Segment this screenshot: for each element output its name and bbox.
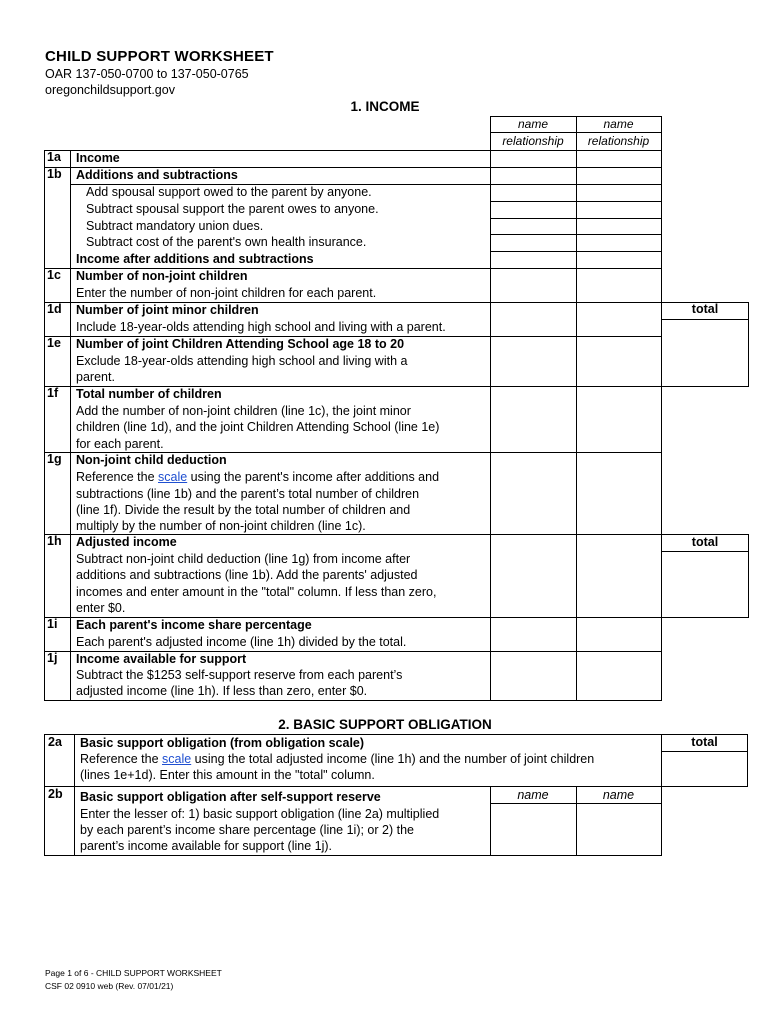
col-name-2b-1: name (517, 788, 549, 802)
row-1f-text: for each parent. (76, 437, 164, 451)
row-1b-title: Additions and subtractions (76, 168, 238, 182)
row-1h-title: Adjusted income (76, 535, 177, 549)
section1-title: 1. INCOME (350, 99, 420, 114)
col-name-2: name (603, 117, 634, 131)
page-title: CHILD SUPPORT WORKSHEET (45, 48, 274, 65)
scale-link[interactable]: scale (158, 470, 188, 484)
row-1j-id: 1j (47, 651, 58, 665)
website: oregonchildsupport.gov (45, 83, 175, 97)
input-2b-parent2[interactable] (577, 804, 661, 855)
row-1c-title: Number of non-joint children (76, 269, 248, 283)
row-1e-title: Number of joint Children Attending School age 18 to 20 (76, 337, 405, 351)
row-1h-text: Subtract non-joint child deduction (line 1g) from income after (76, 552, 411, 566)
total-label-2a: total (691, 735, 718, 749)
input-total-1d-1e[interactable] (662, 320, 748, 386)
footer-page: Page 1 of 6 - CHILD SUPPORT WORKSHEET (45, 968, 222, 978)
total-label-1h: total (691, 535, 719, 549)
row-1j-text: Subtract the $1253 self-support reserve from each parent’s (76, 668, 403, 682)
row-1b-item: Subtract spousal support the parent owes to anyone. (86, 202, 379, 216)
col-relationship-2: relationship (587, 134, 650, 148)
row-1d-text: Include 18-year-olds attending high school and living with a parent. (76, 320, 446, 334)
row-2a-text: Reference the scale using the total adjusted income (line 1h) and the number of joint children (80, 752, 595, 766)
row-1h-text: enter $0. (76, 601, 126, 615)
row-1g-text: subtractions (line 1b) and the parent’s total number of children (76, 487, 420, 501)
row-1a-id: 1a (47, 150, 61, 164)
row-2b-id: 2b (48, 787, 63, 801)
row-1d-title: Number of joint minor children (76, 303, 259, 317)
oar-reference: OAR 137-050-0700 to 137-050-0765 (45, 67, 249, 81)
input-total-2a[interactable] (662, 752, 747, 786)
row-1g-title: Non-joint child deduction (76, 453, 227, 467)
row-1h-text: incomes and enter amount in the "total" column. If less than zero, (76, 585, 437, 599)
row-1j-text: adjusted income (line 1h). If less than zero, enter $0. (76, 684, 368, 698)
row-1e-text: Exclude 18-year-olds attending high school and living with a (76, 354, 408, 368)
section2-title: 2. BASIC SUPPORT OBLIGATION (278, 717, 492, 732)
row-1g-text: (line 1f). Divide the result by the total number of children and (76, 503, 411, 517)
row-1b-item: Subtract mandatory union dues. (86, 219, 264, 233)
row-1d-id: 1d (47, 302, 62, 316)
row-2b-title: Basic support obligation after self-support reserve (80, 790, 381, 804)
input-2b-parent1[interactable] (491, 804, 576, 855)
col-name-1: name (517, 117, 549, 131)
row-1g-text: multiply by the number of non-joint children (line 1c). (76, 519, 366, 533)
row-1f-id: 1f (47, 386, 59, 400)
input-1a-parent1[interactable] (491, 151, 576, 167)
row-2a-title: Basic support obligation (from obligation scale) (80, 736, 365, 750)
row-1i-title: Each parent's income share percentage (76, 618, 312, 632)
row-2b-text: parent’s income available for support (line 1j). (80, 839, 332, 853)
input-1c-parent1[interactable] (491, 269, 576, 302)
row-1f-text: Add the number of non-joint children (line 1c), the joint minor (76, 404, 411, 418)
row-2b-text: Enter the lesser of: 1) basic support obligation (line 2a) multiplied (80, 807, 440, 821)
scale-link[interactable]: scale (162, 752, 192, 766)
col-name-2b-2: name (602, 788, 635, 802)
row-2a-text: (lines 1e+1d). Enter this amount in the "total" column. (80, 768, 375, 782)
row-1f-text: children (line 1d), and the joint Children Attending School (line 1e) (76, 420, 440, 434)
row-1g-id: 1g (47, 452, 62, 466)
row-2a-id: 2a (48, 735, 62, 749)
row-1g-text: Reference the scale using the parent's income after additions and (76, 470, 440, 484)
total-label-1d: total (691, 302, 719, 316)
row-1b-item: Add spousal support owed to the parent by anyone. (86, 185, 372, 199)
row-1b-result: Income after additions and subtractions (76, 252, 314, 266)
row-1f-title: Total number of children (76, 387, 222, 401)
row-1e-id: 1e (47, 336, 61, 350)
row-1b-item: Subtract cost of the parent's own health insurance. (86, 235, 367, 249)
row-1i-text: Each parent's adjusted income (line 1h) divided by the total. (76, 635, 407, 649)
row-1j-title: Income available for support (76, 652, 247, 666)
row-1a-title: Income (76, 151, 120, 165)
col-relationship-1: relationship (502, 134, 564, 148)
input-1a-parent2[interactable] (577, 151, 661, 167)
footer-form-number: CSF 02 0910 web (Rev. 07/01/21) (45, 981, 174, 991)
row-1b-id: 1b (47, 167, 62, 181)
input-1c-parent2[interactable] (577, 269, 661, 302)
row-2b-text: by each parent’s income share percentage (line 1i); or 2) the (80, 823, 414, 837)
input-total-1h[interactable] (662, 552, 748, 617)
row-1i-id: 1i (47, 617, 58, 631)
row-1c-id: 1c (47, 268, 61, 282)
row-1c-text: Enter the number of non-joint children for each parent. (76, 286, 377, 300)
row-1e-text: parent. (76, 370, 115, 384)
row-1h-id: 1h (47, 534, 62, 548)
row-1h-text: additions and subtractions (line 1b). Add the parents' adjusted (76, 568, 418, 582)
